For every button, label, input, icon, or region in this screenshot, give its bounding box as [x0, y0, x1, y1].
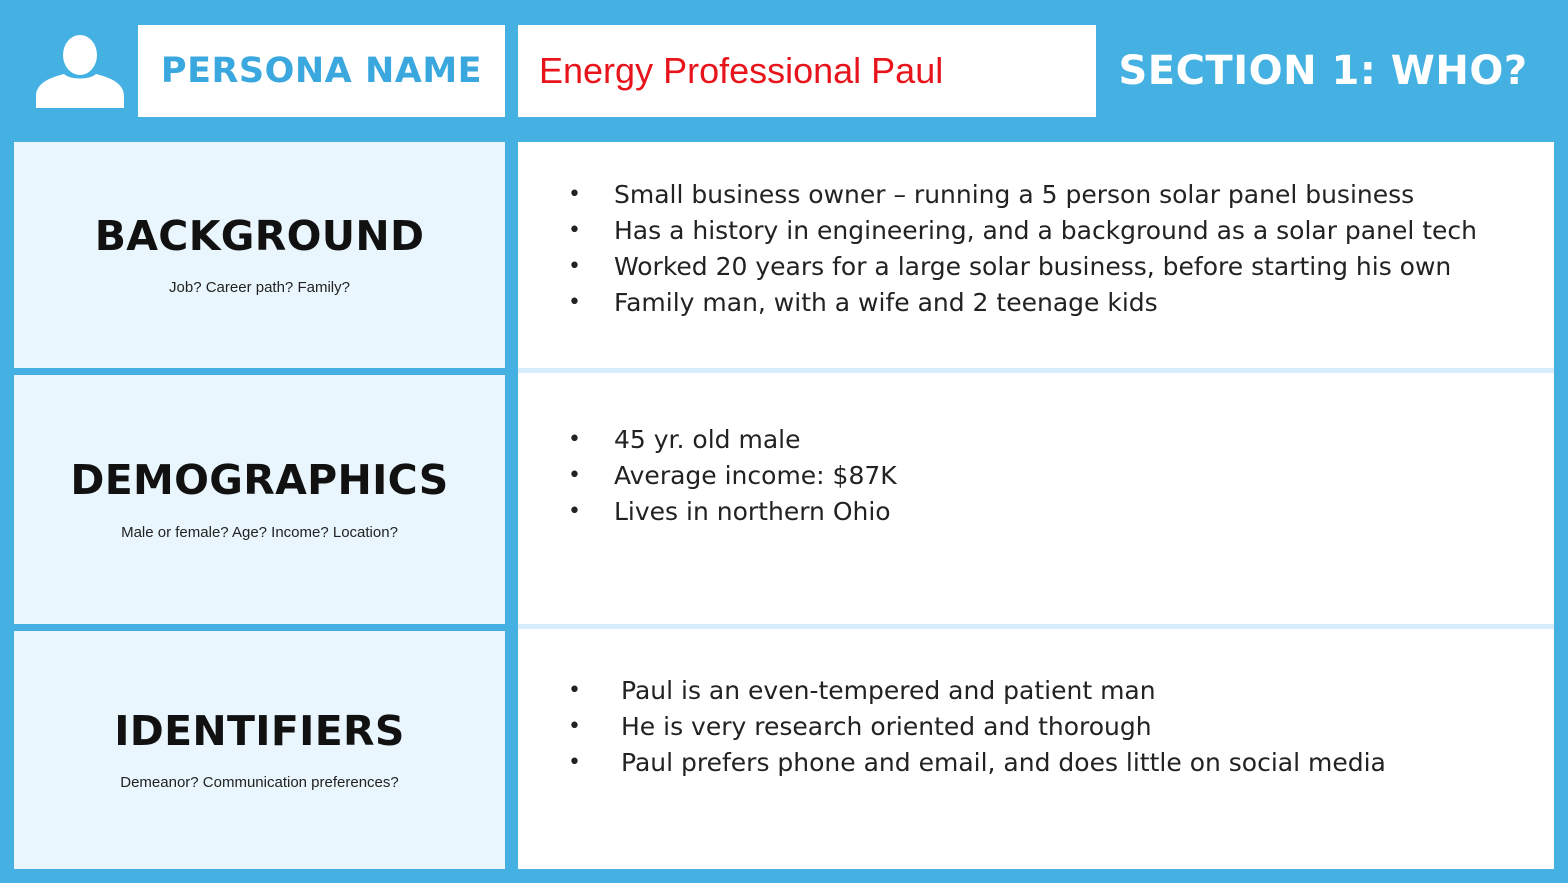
list-item: • Small business owner – running a 5 person solar panel business	[568, 177, 1528, 213]
list-item: • Paul prefers phone and email, and does little on social media	[568, 745, 1528, 781]
identifiers-list	[568, 673, 1528, 781]
identifiers-prompt: Demeanor? Communication preferences?	[120, 774, 399, 792]
list-item: • Paul is an even-tempered and patient man	[568, 673, 1528, 709]
background-label-cell	[14, 142, 505, 368]
row-divider	[518, 624, 1554, 629]
user-silhouette-icon	[36, 34, 124, 108]
background-heading: BACKGROUND	[94, 211, 425, 260]
list-item: • Lives in northern Ohio	[568, 494, 1528, 530]
persona-name-field	[518, 25, 1096, 117]
section-title: SECTION 1: WHO?	[1118, 48, 1528, 94]
list-item: • Worked 20 years for a large solar business, before starting his own	[568, 249, 1528, 285]
list-item: • He is very research oriented and thorough	[568, 709, 1528, 745]
persona-label-box	[138, 25, 505, 117]
identifiers-label-cell	[14, 631, 505, 869]
list-item: • Average income: $87K	[568, 458, 1528, 494]
demographics-list	[568, 422, 1528, 530]
row-divider	[518, 368, 1554, 373]
persona-name-value: Energy Professional Paul	[539, 50, 944, 91]
demographics-prompt: Male or female? Age? Income? Location?	[121, 523, 398, 541]
identifiers-heading: IDENTIFIERS	[114, 706, 405, 755]
background-list	[568, 177, 1528, 321]
demographics-label-cell	[14, 375, 505, 624]
list-item: • Family man, with a wife and 2 teenage kids	[568, 285, 1528, 321]
background-prompt: Job? Career path? Family?	[169, 279, 350, 297]
demographics-heading: DEMOGRAPHICS	[70, 456, 449, 505]
list-item: • Has a history in engineering, and a background as a solar panel tech	[568, 213, 1528, 249]
list-item: • 45 yr. old male	[568, 422, 1528, 458]
persona-name-label: PERSONA NAME	[160, 51, 483, 91]
